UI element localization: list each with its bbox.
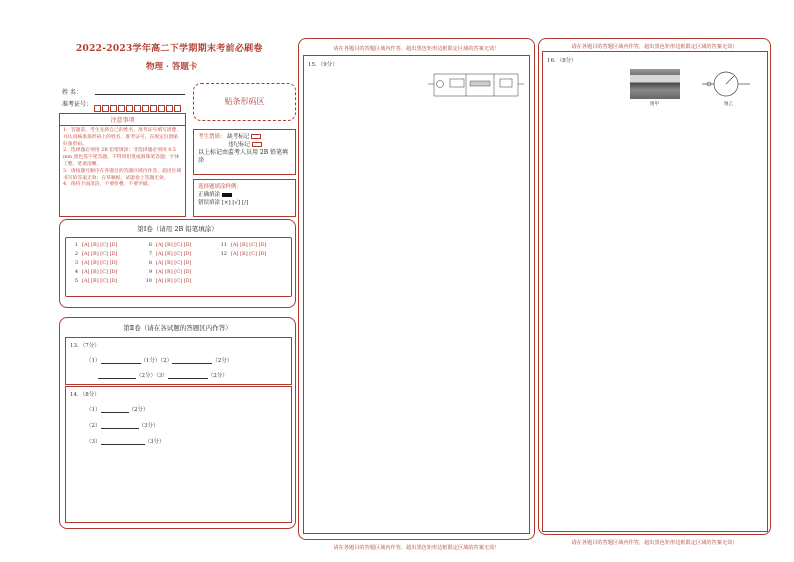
exam-mark-box	[193, 129, 296, 175]
q15-box[interactable]	[303, 55, 530, 534]
name-line[interactable]	[95, 94, 185, 95]
q14-part-label: （2）	[86, 423, 101, 429]
motor-diagram	[701, 68, 751, 100]
choice-row[interactable]: 5 [A] [B] [C] [D]	[74, 278, 118, 284]
q13-label: 13．（7分）	[70, 343, 100, 349]
q14-3-blank[interactable]	[101, 439, 145, 445]
correct-fill-label: 正确填涂	[198, 192, 221, 198]
part1-box	[59, 219, 296, 308]
part2-box	[59, 317, 296, 529]
notice-item: 3．请按题号顺序在各题目的答题区域内作答，超出区域书写的答案无效；在草稿纸、试题卷上答题无效。	[63, 168, 182, 181]
choice-row[interactable]: 12 [A] [B] [C] [D]	[220, 251, 267, 257]
q13-2b-blank[interactable]	[98, 373, 136, 379]
q14-part-label: （3分）	[138, 423, 159, 429]
q15-region	[298, 38, 535, 540]
q14-box	[65, 386, 292, 523]
q13-1-blank[interactable]	[101, 358, 141, 364]
choice-row[interactable]: 9 [A] [B] [C] [D]	[148, 269, 192, 275]
q14-2-blank[interactable]	[101, 423, 139, 429]
notice-item: 2．选择题必须用 2B 铅笔填涂；非选择题必须用 0.5 mm 黑色签字笔答题，不得用铅笔或圆珠笔答题；字体工整、笔迹清晰。	[63, 148, 180, 167]
notice-item: 1．答题前，考生先将自己的姓名，准考证号填写清楚，并认真核准条形码上的姓名、准考证号，在规定位置贴好条形码。	[63, 128, 182, 147]
barcode-label: 贴条形码区	[224, 97, 265, 106]
q15-label: 15．（9分）	[308, 62, 338, 68]
choice-row[interactable]: 11 [A] [B] [C] [D]	[220, 242, 267, 248]
q14-part-label: （2分）	[128, 407, 149, 413]
figure-photo-caption: 图甲	[650, 102, 659, 107]
q13-part-label: （1分）（2）	[140, 358, 173, 364]
circuit-diagram	[426, 70, 526, 100]
q13-box	[65, 337, 292, 385]
violation-mark-box[interactable]	[252, 142, 262, 147]
choice-row[interactable]: 7 [A] [B] [C] [D]	[148, 251, 192, 257]
violation-mark-label: 违纪标记	[228, 142, 251, 148]
choice-grid	[65, 237, 292, 297]
exam-mark-label: 考生禁填：	[198, 134, 226, 140]
q13-part-label: （2分）	[207, 373, 228, 379]
part1-title: 第Ⅰ卷（请用 2B 铅笔填涂）	[137, 225, 218, 233]
choice-row[interactable]: 2 [A] [B] [C] [D]	[74, 251, 118, 257]
region-warning-top: 请在各题目的答题区域内作答，超出黑色矩形边框限定区域的答案无效！	[333, 46, 500, 52]
figure-photo	[630, 69, 680, 99]
region-warning-top: 请在各题目的答题区域内作答，超出黑色矩形边框限定区域的答案无效！	[571, 44, 738, 50]
exam-subtitle: 物理 · 答题卡	[146, 62, 198, 72]
fill-sample-title: 选择题填涂样例：	[198, 184, 243, 190]
choice-row[interactable]: 3 [A] [B] [C] [D]	[74, 260, 118, 266]
q14-label: 14．（8分）	[70, 392, 100, 398]
region-warning-bottom: 请在各题目的答题区域内作答，超出黑色矩形边框限定区域的答案无效！	[333, 545, 500, 551]
choice-row[interactable]: 6 [A] [B] [C] [D]	[148, 242, 192, 248]
q14-part-label: （3分）	[144, 439, 165, 445]
q16-region	[538, 38, 771, 535]
motor-diagram-caption: 图乙	[724, 102, 733, 107]
choice-row[interactable]: 4 [A] [B] [C] [D]	[74, 269, 118, 275]
correct-fill-sample	[222, 193, 232, 197]
notice-item: 4．保持卡面清洁，不要折叠、不要弄破。	[63, 182, 153, 188]
choice-row[interactable]: 8 [A] [B] [C] [D]	[148, 260, 192, 266]
barcode-area	[193, 83, 296, 121]
q13-part-label: （2分）	[212, 358, 233, 364]
absent-mark-box[interactable]	[251, 134, 261, 139]
q16-box[interactable]	[542, 51, 768, 532]
exam-mark-note: 以上标记由监考人员用 2B 铅笔填涂	[198, 149, 289, 164]
q13-2-blank[interactable]	[172, 358, 212, 364]
choice-row[interactable]: 10 [A] [B] [C] [D]	[145, 278, 192, 284]
region-warning-bottom: 请在各题目的答题区域内作答，超出黑色矩形边框限定区域的答案无效！	[571, 540, 738, 546]
q14-part-label: （3）	[86, 439, 101, 445]
choice-row[interactable]: 1 [A] [B] [C] [D]	[74, 242, 118, 248]
notice-title: 注意事项	[60, 114, 185, 126]
absent-mark-label: 缺考标记	[227, 134, 250, 140]
q13-3-blank[interactable]	[168, 373, 208, 379]
ticket-number-boxes[interactable]	[94, 98, 186, 107]
wrong-fill-label: 错误填涂 [×] [√] [/]	[198, 200, 249, 206]
exam-title: 2022-2023学年高二下学期期末考前必刷卷	[76, 44, 263, 54]
q14-1-blank[interactable]	[101, 407, 129, 413]
part2-title: 第Ⅱ卷（请在各试题的答题区内作答）	[123, 324, 232, 332]
q13-part-label: （2分）（3）	[136, 373, 168, 379]
name-label: 姓 名：	[62, 89, 82, 96]
q14-part-label: （1）	[86, 407, 101, 413]
notice-box	[59, 113, 186, 217]
fill-sample-box	[193, 179, 296, 217]
q16-label: 16．（8分）	[547, 58, 577, 64]
ticket-label: 准考证号：	[62, 101, 93, 108]
q13-part-label: （1）	[86, 358, 101, 364]
